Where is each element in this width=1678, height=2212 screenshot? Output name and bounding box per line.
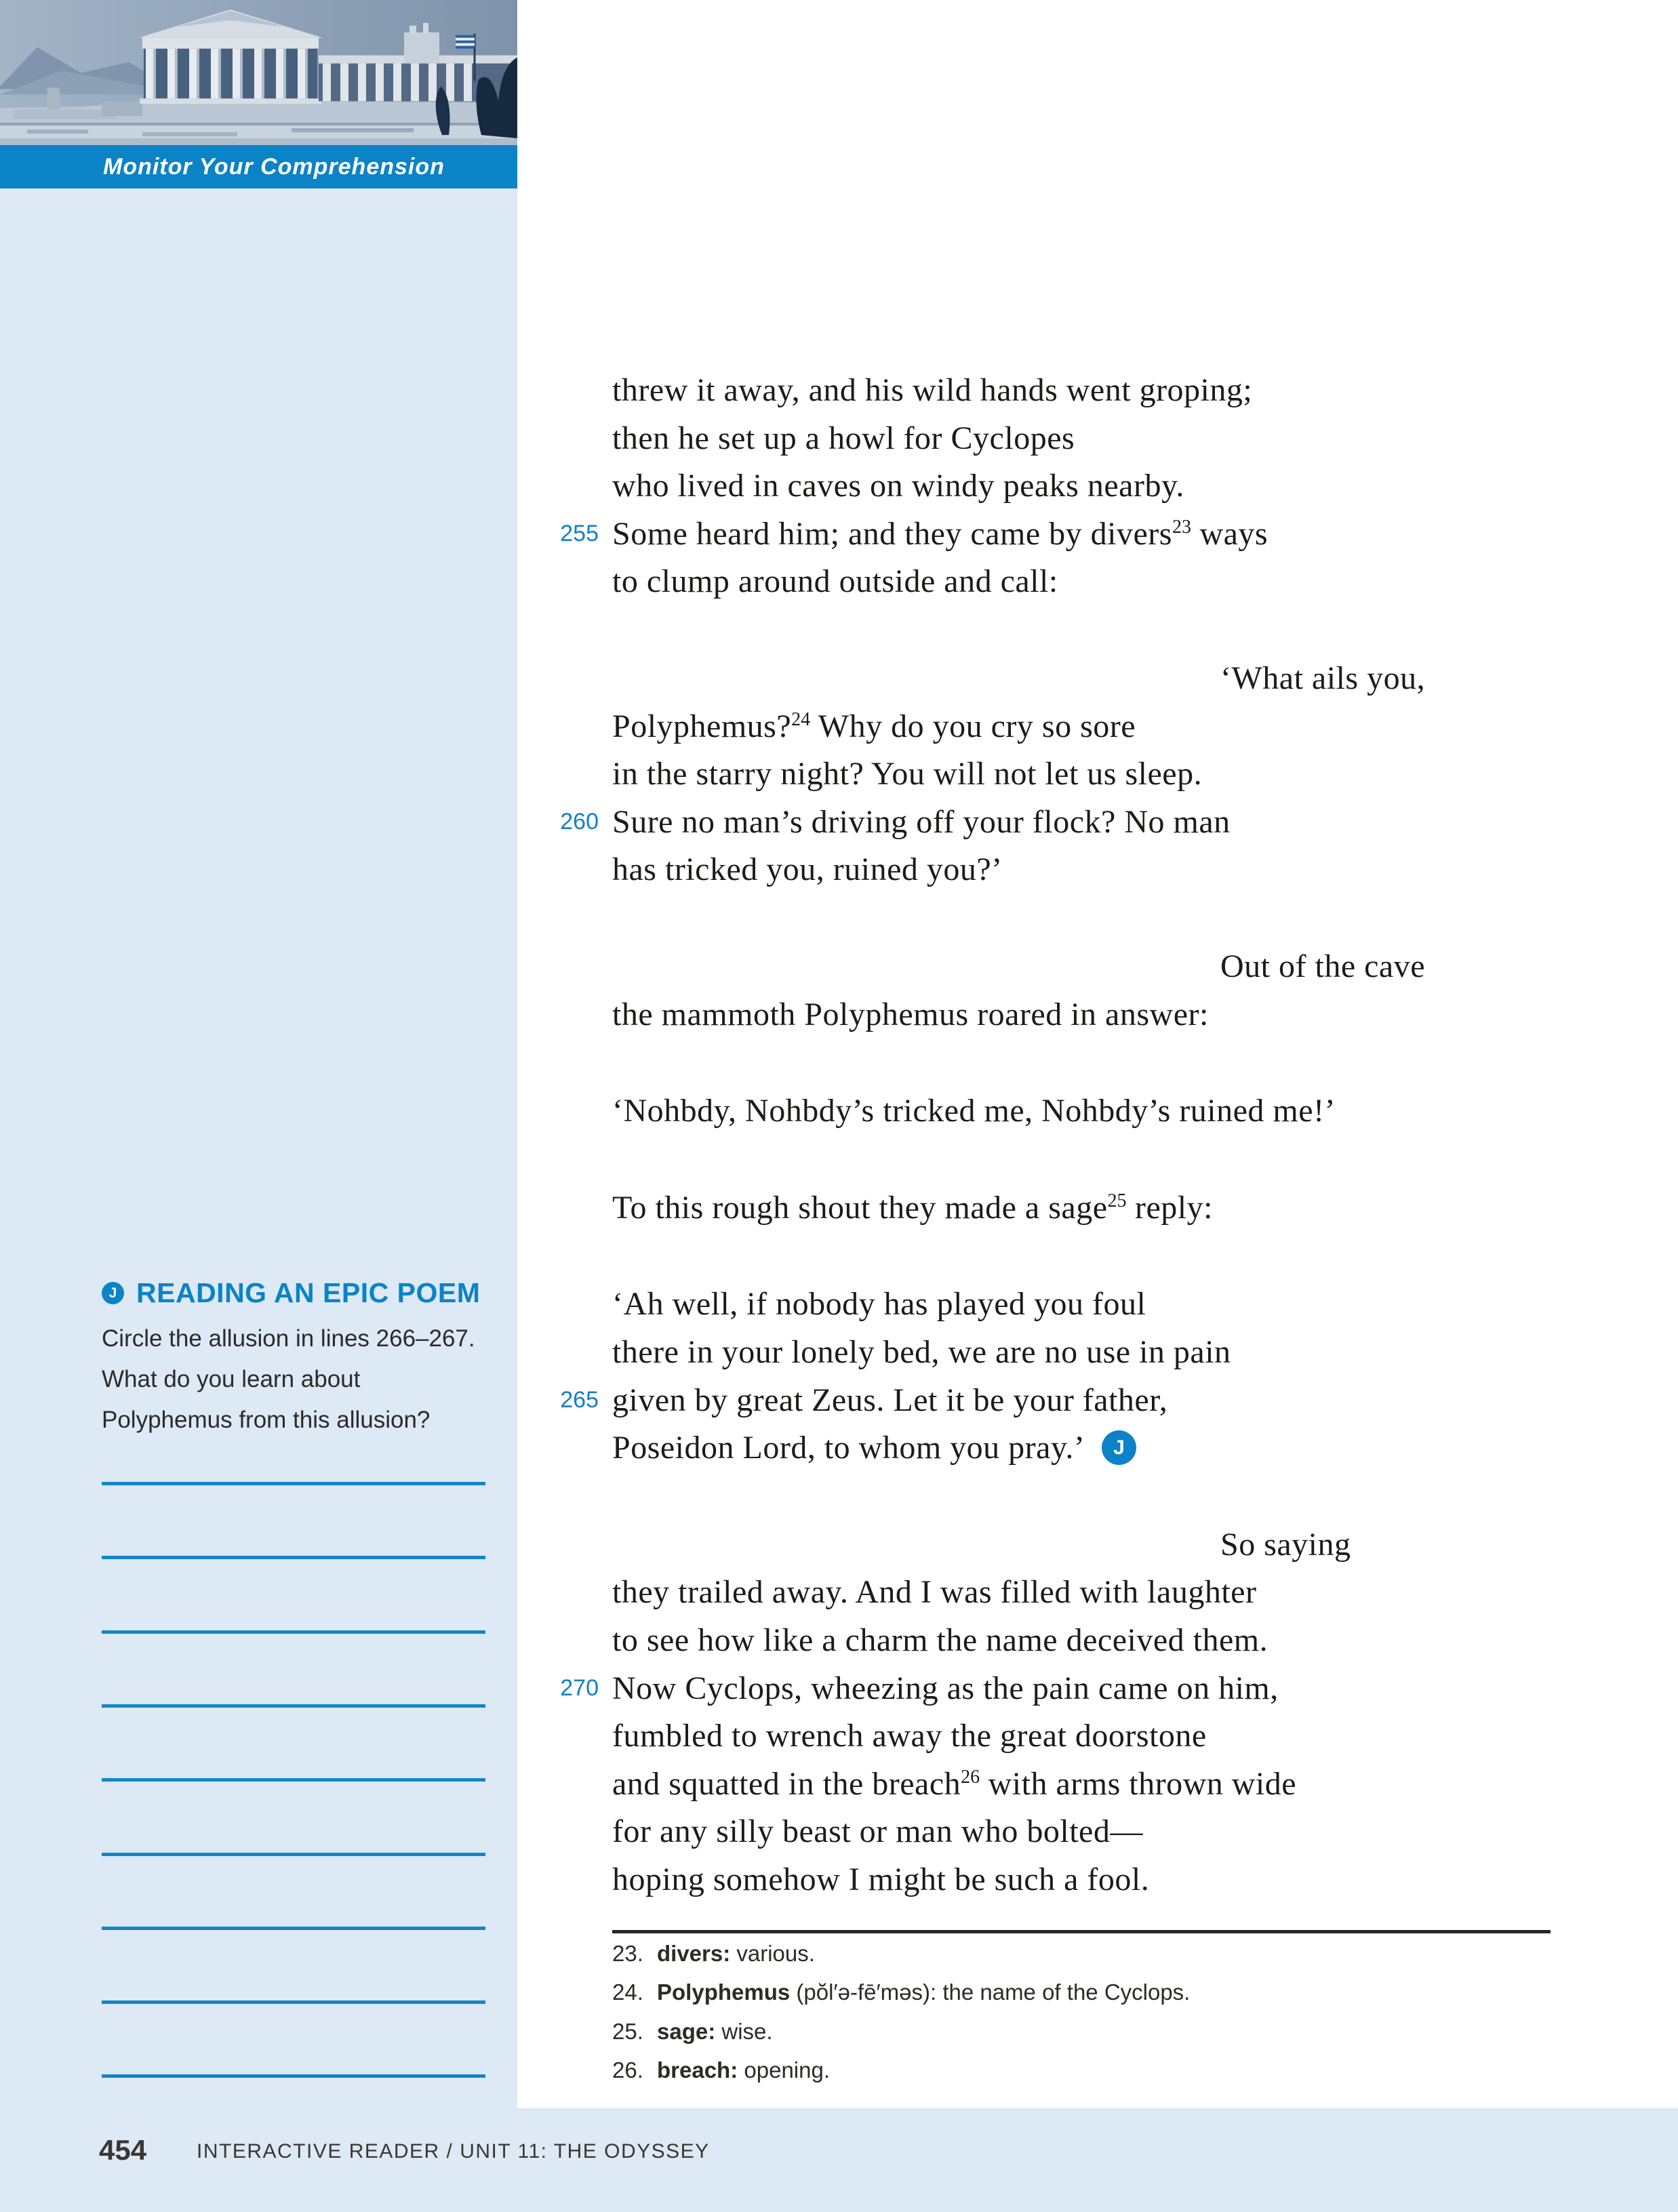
poem-text: Some heard him; and they came by divers$^{23}$ ways (612, 516, 1269, 552)
footnote-number: 24. (612, 1979, 643, 2005)
write-line (102, 1927, 485, 1930)
poem-text: Now Cyclops, wheezing as the pain came on him, (612, 1670, 1279, 1706)
poem-text: Poseidon Lord, to whom you pray.’ J (612, 1424, 1136, 1472)
footnote-text: various. (730, 1941, 815, 1966)
banner-title: Monitor Your Comprehension (103, 153, 445, 180)
page-footer (0, 2108, 1678, 2212)
annotation-marker-icon: J (1102, 1430, 1136, 1465)
poem-text: hoping somehow I might be such a fool. (612, 1862, 1150, 1897)
annotation-heading-row (102, 1277, 498, 1309)
write-line (102, 1704, 485, 1708)
poem-text: To this rough shout they made a sage$^{25}$ reply: (612, 1190, 1213, 1226)
poem-text: ‘Nohbdy, Nohbdy’s tricked me, Nohbdy’s ruined me!’ (612, 1093, 1336, 1129)
footnote-ref: 24 (791, 709, 811, 730)
parthenon-photo (0, 0, 517, 145)
poem-text: for any silly beast or man who bolted— (612, 1813, 1143, 1849)
line-number: 260 (560, 809, 599, 834)
poem-text: in the starry night? You will not let us sleep. (612, 756, 1203, 792)
footnote-ref: 26 (961, 1767, 980, 1788)
footnote-row (612, 2057, 830, 2089)
sidebar (0, 0, 517, 2212)
write-line (102, 1778, 485, 1782)
write-line (102, 1853, 485, 1856)
line-number: 255 (560, 521, 599, 546)
write-line (102, 2074, 485, 2078)
annotation-question-line: What do you learn about (102, 1366, 361, 1392)
poem-text: there in your lonely bed, we are no use in pain (612, 1334, 1231, 1370)
footnote-term: sage: (657, 2019, 716, 2044)
comprehension-banner (0, 145, 517, 188)
poem-text: threw it away, and his wild hands went groping; (612, 372, 1253, 408)
poem-text: So saying (1220, 1527, 1351, 1563)
poem-text: Out of the cave (1220, 948, 1426, 984)
poem-text: Sure no man’s driving off your flock? No man (612, 804, 1231, 840)
footnote-row (612, 1979, 1190, 2011)
footnote-ref: 25 (1107, 1190, 1127, 1211)
poem-text: they trailed away. And I was filled with laughter (612, 1574, 1257, 1610)
footer-title: INTERACTIVE READER / UNIT 11: THE ODYSSEY (197, 2140, 710, 2163)
poem-text: ‘What ails you, (1220, 660, 1426, 696)
poem-text: fumbled to wrench away the great doorstone (612, 1718, 1207, 1754)
write-line (102, 1482, 485, 1485)
poem-text: then he set up a howl for Cyclopes (612, 420, 1075, 456)
page-number: 454 (99, 2134, 147, 2166)
poem-text: who lived in caves on windy peaks nearby. (612, 468, 1184, 504)
j-circle-icon: J (102, 1282, 124, 1304)
footnote-number: 23. (612, 1941, 643, 1966)
footnote-row (612, 2019, 773, 2050)
poem-text: Polyphemus?$^{24}$ Why do you cry so sore (612, 708, 1136, 744)
footnote-term: Polyphemus (657, 1979, 791, 2005)
line-number: 265 (560, 1387, 599, 1413)
footnote-number: 26. (612, 2057, 643, 2083)
write-line (102, 1630, 485, 1634)
annotation-question-line: Polyphemus from this allusion? (102, 1407, 431, 1433)
poem-text: the mammoth Polyphemus roared in answer: (612, 997, 1209, 1032)
annotation-box (102, 1277, 498, 1441)
footnotes (517, 0, 1678, 2108)
annotation-question-line: Circle the allusion in lines 266–267. (102, 1325, 475, 1352)
footnote-row (612, 1941, 815, 1972)
footnote-text: (pŏl′ə-fē′məs): the name of the Cyclops. (790, 1979, 1191, 2005)
footnote-text: wise. (715, 2019, 773, 2044)
footnote-ref: 23 (1172, 517, 1191, 538)
poem-text: and squatted in the breach$^{26}$ with arms thrown wide (612, 1766, 1297, 1802)
poem-text: given by great Zeus. Let it be your father, (612, 1382, 1168, 1418)
footnote-text: opening. (738, 2057, 831, 2083)
annotation-heading: READING AN EPIC POEM (136, 1277, 481, 1308)
poem-text: ‘Ah well, if nobody has played you foul (612, 1286, 1146, 1322)
footnote-term: divers: (657, 1941, 731, 1966)
footnote-number: 25. (612, 2019, 643, 2044)
line-number: 270 (560, 1675, 599, 1701)
main-content (517, 0, 1678, 2108)
poem-text: to see how like a charm the name deceived them. (612, 1622, 1269, 1658)
annotation-question (102, 1319, 498, 1441)
write-line (102, 1556, 485, 1559)
footnote-term: breach: (657, 2057, 738, 2083)
write-line (102, 2000, 485, 2004)
poem-text: to clump around outside and call: (612, 563, 1058, 599)
poem-text: has tricked you, ruined you?’ (612, 851, 1003, 887)
